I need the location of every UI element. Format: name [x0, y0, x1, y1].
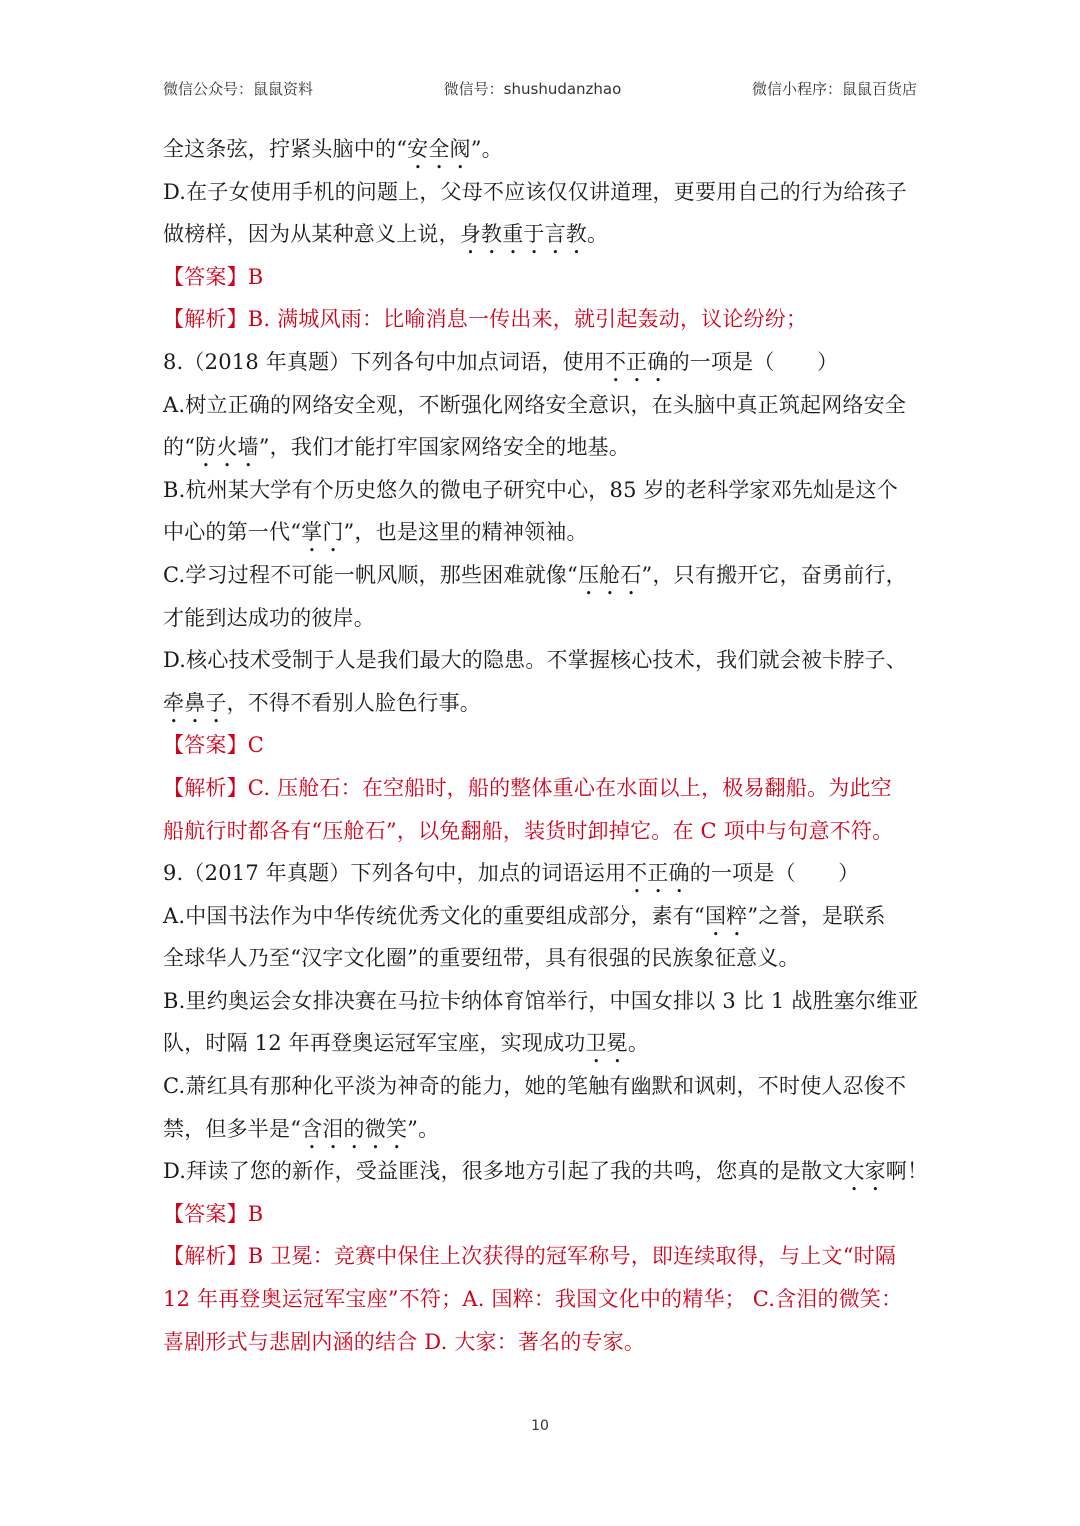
text-segment: 做榜样，因为从某种意义上说，	[163, 222, 460, 247]
text-segment: D.在子女使用手机的问题上，父母不应该仅仅讲道理，更要用自己的行为给孩子	[163, 179, 907, 204]
text-line	[163, 426, 917, 469]
emphasized-term: 安全阀	[407, 137, 471, 161]
emphasized-term: 不正确	[604, 349, 669, 374]
text-line	[163, 1278, 917, 1321]
text-segment: ”，也是这里的精神领袖。	[343, 520, 588, 545]
text-line	[163, 639, 917, 682]
emphasized-term: 压舱石	[577, 562, 642, 587]
text-line	[163, 1108, 917, 1151]
answer-text: 船航行时都各有“压舱石”，以免翻船，装货时卸掉它。在 C 项中与句意不符。	[163, 818, 894, 843]
text-line	[163, 980, 917, 1023]
text-line	[163, 1193, 917, 1236]
text-segment: C.学习过程不可能一帆风顺，那些困难就像“	[163, 562, 578, 587]
page-number: 10	[531, 1418, 549, 1434]
answer-text: 【解析】C. 压舱石：在空船时，船的整体重心在水面以上，极易翻船。为此空	[163, 775, 892, 800]
text-line	[163, 724, 917, 767]
text-segment: ”。	[407, 1116, 440, 1141]
answer-text: 【解析】B 卫冕：竞赛中保住上次获得的冠军称号，即连续取得，与上文“时隔	[163, 1244, 897, 1269]
text-line	[163, 298, 917, 341]
text-segment: 全球华人乃至“汉字文化圈”的重要纽带，具有很强的民族象征意义。	[163, 946, 800, 971]
text-segment: 才能到达成功的彼岸。	[163, 605, 375, 630]
emphasized-term: 不正确	[626, 861, 690, 886]
text-segment: C.萧红具有那种化平淡为神奇的能力，她的笔触有幽默和讽刺，不时使人忍俊不	[163, 1074, 907, 1099]
text-line	[163, 1235, 917, 1278]
text-line	[163, 1150, 929, 1193]
answer-text: 【解析】B. 满城风雨：比喻消息一传出来，就引起轰动，议论纷纷；	[163, 307, 808, 332]
text-line	[163, 554, 917, 597]
answer-text: 喜剧形式与悲剧内涵的结合 D. 大家：著名的专家。	[163, 1329, 646, 1354]
emphasized-term: 含泪的微笑	[301, 1116, 408, 1141]
emphasized-term: 国粹	[704, 903, 748, 928]
text-segment: 队，时隔 12 年再登奥运冠军宝座，实现成功	[163, 1031, 586, 1056]
text-line	[163, 171, 917, 214]
emphasized-term: 大家	[843, 1159, 886, 1184]
answer-text: 【答案】B	[163, 1201, 264, 1226]
text-segment: ”，只有搬开它，奋勇前行，	[641, 562, 907, 587]
text-line	[163, 128, 917, 171]
text-segment: B.杭州某大学有个历史悠久的微电子研究中心，85 岁的老科学家邓先灿是这个	[163, 477, 898, 502]
header-wechat-id: 微信号：shushudanzhao	[443, 80, 622, 98]
text-segment: D.核心技术受制于人是我们最大的隐患。不掌握核心技术，我们就会被卡脖子、	[163, 648, 907, 673]
text-segment: 的一项是（ ）	[668, 349, 839, 374]
header-wechat-account: 微信公众号：鼠鼠资料	[163, 80, 314, 98]
text-line	[163, 1065, 917, 1108]
answer-text: 12 年再登奥运冠军宝座”不符；A. 国粹：我国文化中的精华； C.含泪的微笑：	[163, 1287, 903, 1312]
text-segment: ”，我们才能打牢国家网络安全的地基。	[258, 435, 631, 460]
text-line	[163, 511, 917, 554]
text-segment: 9.（2017 年真题）下列各句中，加点的词语运用	[163, 861, 627, 886]
text-line	[163, 937, 917, 980]
text-line	[163, 213, 917, 256]
text-segment: ，不得不看别人脸色行事。	[226, 690, 482, 715]
text-line	[163, 767, 917, 810]
text-segment: ”。	[470, 137, 503, 161]
text-segment: ”之誉，是联系	[747, 903, 886, 928]
text-line	[163, 384, 917, 427]
text-segment: A.中国书法作为中华传统优秀文化的重要组成部分，素有“	[163, 903, 705, 928]
text-line	[163, 1022, 917, 1065]
answer-text: 【答案】B	[163, 264, 264, 289]
text-line	[163, 469, 917, 512]
text-line	[163, 682, 917, 725]
emphasized-term: 掌门	[301, 520, 344, 545]
emphasized-term: 卫冕	[585, 1031, 628, 1056]
emphasized-term: 防火墙	[195, 435, 259, 460]
text-line	[163, 810, 917, 853]
text-segment: 禁，但多半是“	[163, 1116, 302, 1141]
emphasized-term: 身教重于言教	[459, 222, 588, 247]
text-segment: 。	[587, 222, 609, 247]
text-line	[163, 341, 917, 384]
text-line	[163, 1321, 917, 1364]
text-segment: 。	[627, 1031, 650, 1056]
text-segment: 的一项是（ ）	[689, 861, 860, 886]
text-line	[163, 597, 917, 640]
answer-text: 【答案】C	[163, 733, 265, 758]
text-segment: 的“	[163, 435, 196, 460]
text-segment: 8.（2018 年真题）下列各句中加点词语，使用	[163, 349, 605, 374]
text-line	[163, 256, 917, 299]
text-segment: D.拜读了您的新作，受益匪浅，很多地方引起了我的共鸣，您真的是散文	[163, 1159, 844, 1184]
page-header	[163, 78, 917, 99]
text-segment: 全这条弦，拧紧头脑中的“	[163, 137, 408, 161]
text-segment: 中心的第一代“	[163, 520, 302, 545]
text-segment: A.树立正确的网络安全观，不断强化网络安全意识，在头脑中真正筑起网络安全	[163, 392, 907, 417]
text-segment: 啊！	[885, 1159, 929, 1184]
emphasized-term: 牵鼻子	[163, 690, 227, 715]
text-segment: B.里约奥运会女排决赛在马拉卡纳体育馆举行，中国女排以 3 比 1 战胜塞尔维亚	[163, 988, 919, 1013]
header-mini-program: 微信小程序：鼠鼠百货店	[751, 80, 917, 98]
text-line	[163, 852, 917, 895]
document-body	[163, 128, 929, 1363]
text-line	[163, 895, 917, 938]
